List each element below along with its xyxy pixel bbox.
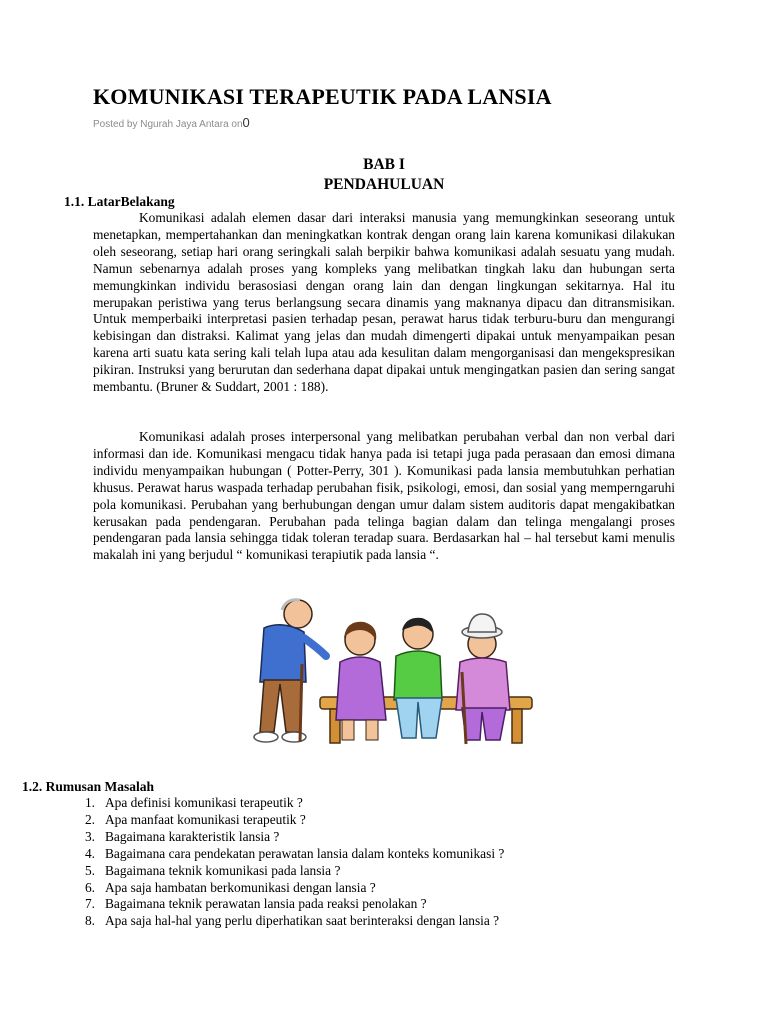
byline: [93, 115, 250, 130]
paragraph-text: Komunikasi adalah elemen dasar dari interaksi manusia yang memungkinkan seseorang untuk menetapkan, mempertahankan dan meningkatkan kontrak dengan orang lain karena komunikasi dilakukan oleh seseorang, setiap hari orang seringkali salah berpikir bahwa komunikasi adalah sesuatu yang mudah. Namun sebenarnya adalah proses yang kompleks yang melibatkan tingkah laku dan hubungan serta memungkinkan individu berasosiasi dengan orang lain dan dengan lingkungan sekitarnya. Hal itu merupakan peristiwa yang terus berlangsung secara dinamis yang maknanya dipacu dan ditransmisikan. Untuk memperbaiki interpretasi pasien terhadap pesan, perawat harus tidak terburu-buru dan mengurangi kebisingan dan distraksi. Kalimat yang jelas dan mudah dimengerti dipakai untuk menyampaikan pesan karena arti suatu kata sering kali telah lupa atau ada kesulitan dalam mengorganisasi dan mengekspresikan pikiran. Instruksi yang berurutan dan sederhana dapat dipakai untuk mengingatkan pasien dan sering sangat membantu. (Bruner & Suddart, 2001 : 188).: [93, 210, 675, 395]
list-item-number: 2.: [84, 811, 95, 827]
chapter-title: PENDAHULUAN: [323, 176, 445, 193]
byline-text: Posted by Ngurah Jaya Antara on: [93, 119, 243, 130]
list-item: [40, 846, 504, 863]
list-item-text: Apa definisi komunikasi terapeutik ?: [105, 795, 303, 810]
elderly-people-illustration: [230, 592, 540, 750]
list-item: [40, 829, 504, 846]
comment-count[interactable]: 0: [242, 115, 250, 130]
woman-hat: [456, 614, 510, 744]
list-item: [40, 913, 504, 930]
chapter-label: BAB I: [363, 156, 405, 173]
list-item-number: 1.: [84, 795, 95, 810]
list-item-number: 5.: [84, 862, 95, 878]
document-title: KOMUNIKASI TERAPEUTIK PADA LANSIA: [93, 84, 552, 109]
list-item-text: Apa saja hal-hal yang perlu diperhatikan saat berinteraksi dengan lansia ?: [105, 913, 500, 929]
list-item: [40, 812, 504, 829]
section-heading-latar-belakang: 1.1. LatarBelakang: [64, 194, 175, 209]
list-item-text: Bagaimana teknik perawatan lansia pada reaksi penolakan ?: [105, 896, 427, 912]
list-item-number: 3.: [84, 828, 95, 844]
list-item-number: 7.: [84, 896, 95, 912]
list-item-text: Bagaimana karakteristik lansia ?: [105, 828, 280, 844]
list-item-text: Apa manfaat komunikasi terapeutik ?: [105, 811, 306, 827]
paragraph-text: Komunikasi adalah proses interpersonal yang melibatkan perubahan verbal dan non verbal dari informasi dan ide. Komunikasi mengacu tidak hanya pada isi tetapi juga pada perasaan dan emosi dimana individu menyampaikan hubungan ( Potter-Perry, 301 ). Komunikasi pada lansia membutuhkan perhatian khusus. Perawat harus waspada terhadap perubahan fisik, psikologi, emosi, dan sosial yang memperngaruhi pola komunikasi. Perubahan yang berhubungan dengan umur dalam sistem auditoris dapat mengakibatkan kerusakan pada pendengaran. Perubahan pada telinga bagian dalam dan telinga mengalangi proses pendengaran pada lansia sehingga tidak toleran teradap suara. Berdasarkan hal – hal tersebut kami menulis makalah ini yang berjudul “ komunikasi terapiutik pada lansia “.: [93, 429, 675, 563]
man-green: [394, 618, 442, 738]
list-item-number: 8.: [84, 913, 95, 929]
question-list: [40, 795, 504, 930]
list-item: [40, 863, 504, 880]
section-heading-rumusan-masalah: 1.2. Rumusan Masalah: [22, 779, 155, 794]
woman-purple: [336, 622, 386, 740]
list-item-number: 4.: [84, 845, 95, 861]
standing-old-man: [254, 600, 326, 742]
list-item: [40, 880, 504, 897]
list-item: [40, 896, 504, 913]
paragraph-1: [93, 210, 675, 396]
list-item-text: Bagaimana teknik komunikasi pada lansia ?: [105, 862, 341, 878]
list-item-number: 6.: [84, 879, 95, 895]
list-item-text: Apa saja hambatan berkomunikasi dengan lansia ?: [105, 879, 376, 895]
list-item-text: Bagaimana cara pendekatan perawatan lansia dalam konteks komunikasi ?: [105, 845, 505, 861]
paragraph-2: [93, 429, 675, 564]
list-item: [40, 795, 504, 812]
